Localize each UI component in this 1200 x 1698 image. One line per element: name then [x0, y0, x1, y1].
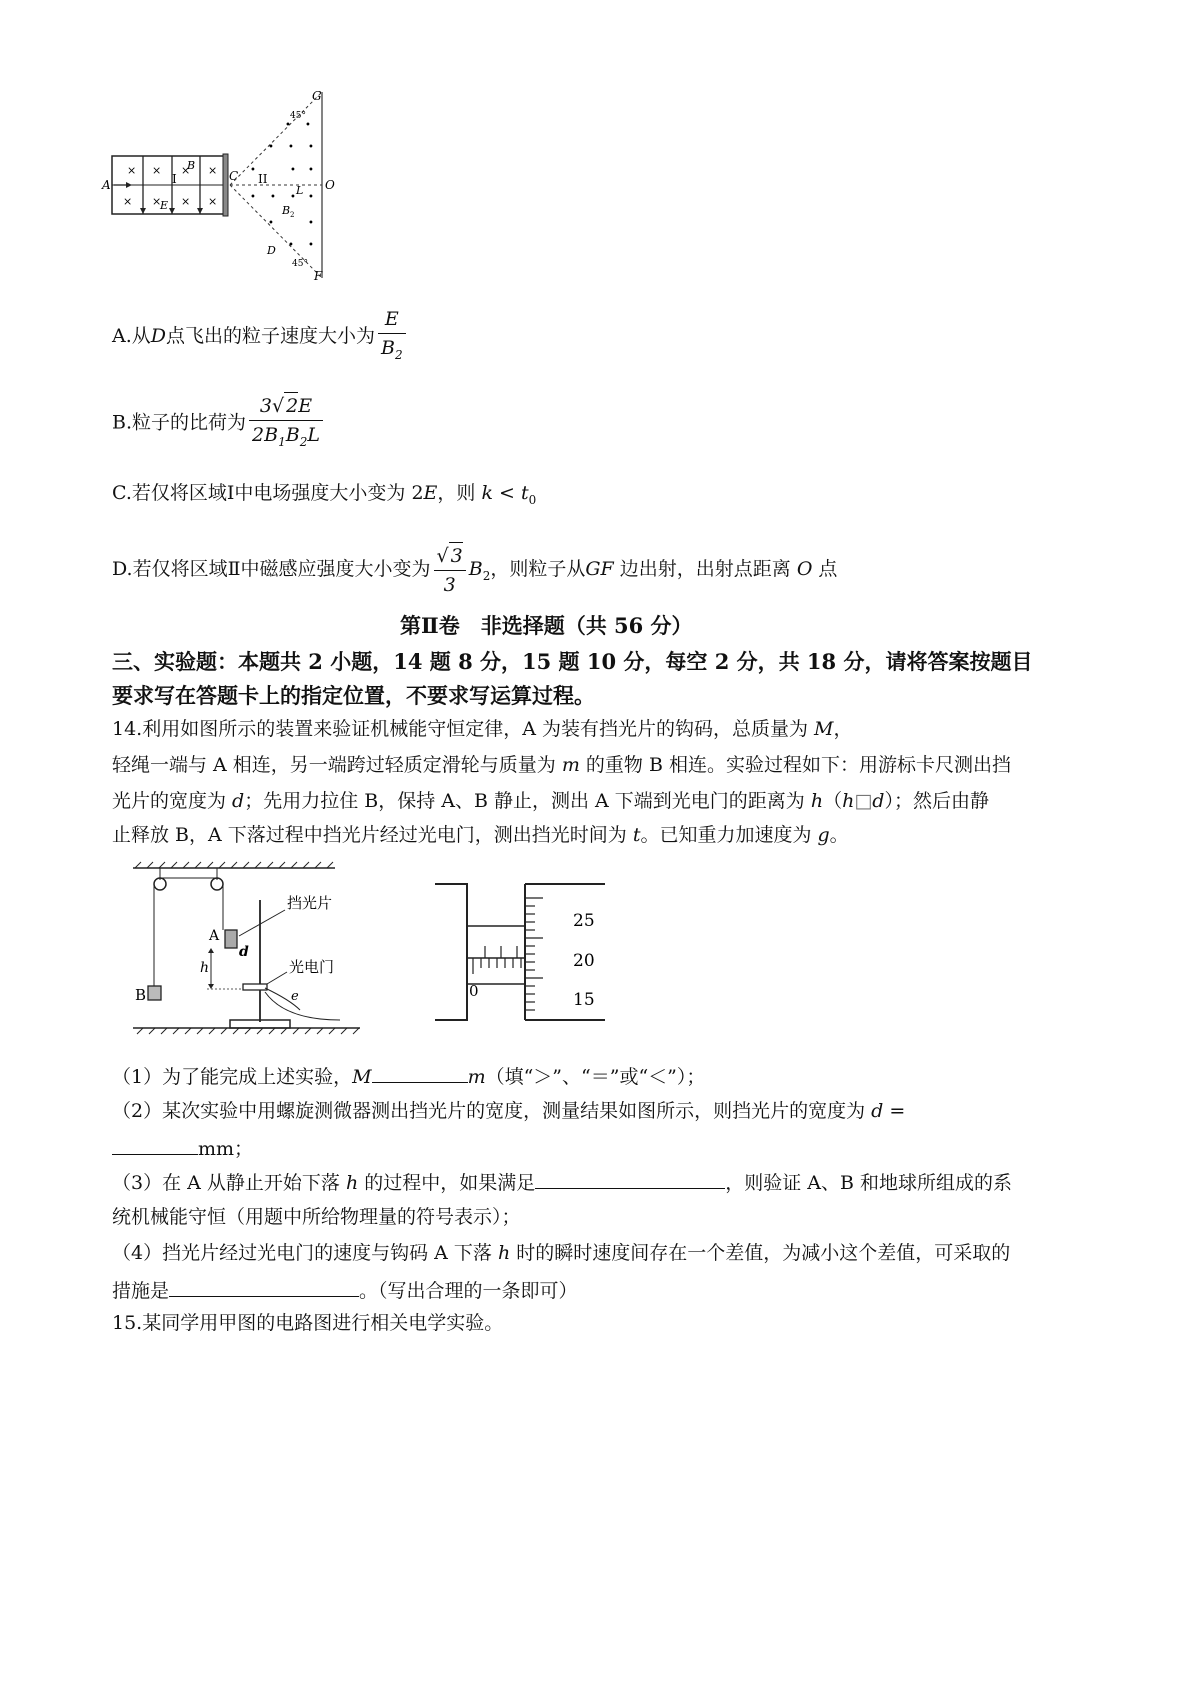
label-region-two: II: [258, 172, 268, 186]
label-a: A: [102, 178, 111, 192]
cross-mark: ×: [123, 195, 133, 208]
micrometer-figure: [425, 878, 625, 1028]
label-d: d: [239, 944, 249, 960]
section-three-line-2: 要求写在答题卡上的指定位置，不要求写运算过程。: [112, 683, 595, 708]
label-d: D: [267, 244, 276, 257]
label-b2: B: [282, 204, 291, 217]
label-b1: B: [187, 159, 196, 172]
section-three-line-1: 三、实验题：本题共 2 小题，14 题 8 分，15 题 10 分，每空 2 分，共 18 分，请将答案按题目: [112, 649, 1033, 674]
cross-mark: ×: [181, 195, 191, 208]
label-weight-b: B: [135, 986, 147, 1004]
option-a: A.从D点飞出的粒子速度大小为 $\frac{E}{B_2}$: [112, 306, 409, 368]
field-dot: •: [270, 192, 276, 203]
option-d: D.若仅将区域Ⅱ中磁感应强度大小变为 $\frac{√ 3}{3}$ $B_2$，则粒子从GF 边出射，出射点距离 O 点: [112, 542, 837, 598]
field-dot: •: [288, 142, 294, 153]
cross-mark: ×: [208, 164, 218, 177]
label-o: O: [325, 178, 335, 192]
sleeve-zero: 0: [469, 982, 479, 1000]
label-e: e: [291, 989, 299, 1004]
answer-blank-3[interactable]: [535, 1168, 725, 1189]
section-title: 第Ⅱ卷 非选择题（共 56 分）: [400, 613, 693, 638]
field-dot: •: [250, 165, 256, 176]
q14-sub-2-cont: mm；: [112, 1134, 253, 1162]
q14-sub-3-cont: 统机械能守恒（用题中所给物理量的符号表示）；: [112, 1206, 521, 1228]
q14-sub-2: （2）某次实验中用螺旋测微器测出挡光片的宽度，测量结果如图所示，则挡光片的宽度为 d =: [112, 1100, 906, 1122]
label-g: G: [312, 89, 322, 103]
field-dot: •: [268, 218, 274, 229]
label-b2-sub: 2: [290, 211, 295, 219]
plate: [223, 154, 228, 216]
answer-blank-4[interactable]: [169, 1276, 359, 1297]
q14-line-2: 轻绳一端与 A 相连，另一端跨过轻质定滑轮与质量为 m 的重物 B 相连。实验过程如下：用游标卡尺测出挡: [112, 754, 1011, 776]
answer-blank-1[interactable]: [372, 1062, 468, 1083]
thimble-label-15: 15: [573, 990, 595, 1010]
field-dot: •: [308, 240, 314, 251]
apparatus-figure: [125, 860, 455, 1045]
field-dot: •: [308, 142, 314, 153]
weight-b: [148, 986, 161, 1000]
label-angle-bottom: 45°: [292, 259, 308, 269]
field-dot: •: [268, 142, 274, 153]
q14-line-1: 14.利用如图所示的装置来验证机械能守恒定律，A 为装有挡光片的钩码，总质量为 M，: [112, 718, 853, 740]
photogate: [243, 984, 267, 990]
cross-mark: ×: [152, 164, 162, 177]
q14-line-4: 止释放 B，A 下落过程中挡光片经过光电门，测出挡光时间为 t。已知重力加速度为 g。: [112, 824, 849, 846]
thimble-label-20: 20: [573, 951, 595, 971]
label-e: E: [160, 199, 169, 212]
field-dot: •: [305, 120, 311, 131]
cross-mark: ×: [181, 164, 191, 177]
field-region-figure: [100, 88, 360, 283]
q14-line-3: 光片的宽度为 d；先用力拉住 B，保持 A、B 静止，测出 A 下端到光电门的距离为 h（h□d）；然后由静: [112, 790, 989, 812]
label-shade: 挡光片: [287, 894, 333, 912]
field-dot: •: [288, 240, 294, 251]
field-dot: •: [308, 165, 314, 176]
cross-mark: ×: [208, 195, 218, 208]
thimble-label-25: 25: [573, 911, 595, 931]
cross-mark: ×: [152, 195, 162, 208]
answer-blank-2[interactable]: [112, 1134, 198, 1155]
field-dot: •: [290, 165, 296, 176]
option-c: C.若仅将区域Ⅰ中电场强度大小变为 2E，则 $k < t_0$: [112, 482, 537, 507]
q14-sub-3: （3）在 A 从静止开始下落 h 的过程中，如果满足 ，则验证 A、B 和地球所组成的系: [112, 1168, 1012, 1196]
label-block-a: A: [209, 928, 220, 944]
option-b: B.粒子的比荷为 $\frac{3√ 2E}{2B_1B_2L}$: [112, 392, 326, 455]
label-region-one: I: [172, 172, 177, 186]
label-h: h: [200, 960, 210, 976]
label-l: L: [296, 184, 304, 197]
label-c: C: [229, 169, 239, 183]
field-dot: •: [285, 120, 291, 131]
cross-mark: ×: [127, 164, 137, 177]
field-dot: •: [308, 218, 314, 229]
label-angle-top: 45°: [290, 111, 306, 121]
block-a: [225, 930, 237, 948]
label-gate: 光电门: [289, 958, 335, 976]
label-f: F: [314, 269, 323, 283]
q14-sub-4-cont: 措施是 。（写出合理的一条即可）: [112, 1276, 578, 1304]
q14-sub-4: （4）挡光片经过光电门的速度与钩码 A 下落 h 时的瞬时速度间存在一个差值，为减小这个差值，可采取的: [112, 1242, 1011, 1264]
q14-sub-1: （1）为了能完成上述实验，M m（填“＞”、“＝”或“＜”）；: [112, 1062, 705, 1090]
q15-stem: 15.某同学用甲图的电路图进行相关电学实验。: [112, 1312, 504, 1334]
field-dot: •: [308, 192, 314, 203]
field-dot: •: [290, 192, 296, 203]
field-dot: •: [250, 192, 256, 203]
